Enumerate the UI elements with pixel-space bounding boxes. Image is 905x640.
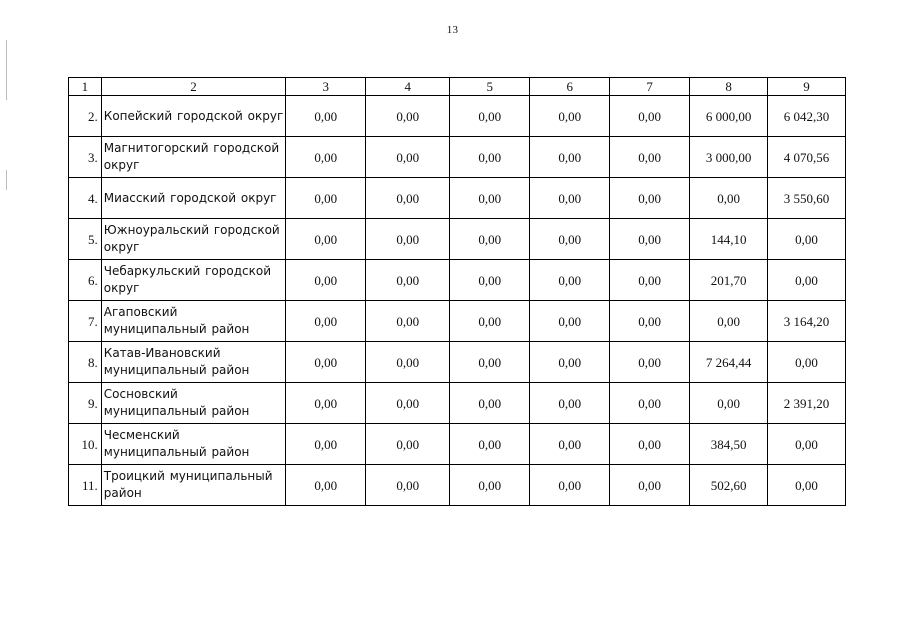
row-number-cell: 8. [69,342,102,383]
scan-margin-mark [6,170,7,190]
value-cell-c8: 3 000,00 [690,137,768,178]
row-number-cell: 5. [69,219,102,260]
table-row [69,301,846,342]
value-cell-c9: 0,00 [768,424,846,465]
value-cell-c9: 2 391,20 [768,383,846,424]
table-row [69,96,846,137]
value-cell-c3: 0,00 [286,342,366,383]
row-number-cell: 4. [69,178,102,219]
value-cell-c6: 0,00 [530,178,610,219]
municipality-name-cell: Магнитогорский городской округ [101,137,286,178]
table-header-row [69,78,846,96]
budget-table [68,77,846,506]
value-cell-c7: 0,00 [610,342,690,383]
municipality-name-cell: Чебаркульский городской округ [101,260,286,301]
table-row [69,342,846,383]
value-cell-c9: 0,00 [768,260,846,301]
value-cell-c5: 0,00 [450,424,530,465]
value-cell-c8: 502,60 [690,465,768,506]
value-cell-c5: 0,00 [450,301,530,342]
column-header: 6 [530,78,610,96]
value-cell-c8: 144,10 [690,219,768,260]
column-header: 4 [366,78,450,96]
column-header: 9 [768,78,846,96]
value-cell-c9: 4 070,56 [768,137,846,178]
table-row [69,137,846,178]
column-header: 1 [69,78,102,96]
value-cell-c4: 0,00 [366,383,450,424]
value-cell-c5: 0,00 [450,178,530,219]
value-cell-c6: 0,00 [530,424,610,465]
value-cell-c7: 0,00 [610,137,690,178]
value-cell-c9: 3 164,20 [768,301,846,342]
value-cell-c8: 0,00 [690,301,768,342]
value-cell-c3: 0,00 [286,424,366,465]
municipality-name-cell: Агаповский муниципальный район [101,301,286,342]
table-row [69,465,846,506]
value-cell-c7: 0,00 [610,383,690,424]
value-cell-c6: 0,00 [530,383,610,424]
row-number-cell: 7. [69,301,102,342]
value-cell-c4: 0,00 [366,260,450,301]
value-cell-c3: 0,00 [286,178,366,219]
municipality-name-cell: Чесменский муниципальный район [101,424,286,465]
value-cell-c4: 0,00 [366,178,450,219]
value-cell-c6: 0,00 [530,219,610,260]
value-cell-c9: 0,00 [768,219,846,260]
value-cell-c4: 0,00 [366,301,450,342]
value-cell-c5: 0,00 [450,383,530,424]
value-cell-c6: 0,00 [530,342,610,383]
table-row [69,260,846,301]
table-row [69,383,846,424]
municipality-name-cell: Троицкий муниципальный район [101,465,286,506]
row-number-cell: 10. [69,424,102,465]
row-number-cell: 11. [69,465,102,506]
row-number-cell: 6. [69,260,102,301]
municipality-name-cell: Копейский городской округ [101,96,286,137]
value-cell-c3: 0,00 [286,301,366,342]
value-cell-c6: 0,00 [530,137,610,178]
table-row [69,424,846,465]
value-cell-c4: 0,00 [366,465,450,506]
value-cell-c6: 0,00 [530,465,610,506]
value-cell-c7: 0,00 [610,178,690,219]
value-cell-c3: 0,00 [286,383,366,424]
value-cell-c8: 7 264,44 [690,342,768,383]
value-cell-c7: 0,00 [610,260,690,301]
table-row [69,219,846,260]
value-cell-c4: 0,00 [366,219,450,260]
value-cell-c7: 0,00 [610,219,690,260]
value-cell-c5: 0,00 [450,342,530,383]
value-cell-c3: 0,00 [286,137,366,178]
value-cell-c8: 0,00 [690,178,768,219]
value-cell-c5: 0,00 [450,465,530,506]
value-cell-c6: 0,00 [530,96,610,137]
value-cell-c6: 0,00 [530,301,610,342]
value-cell-c9: 3 550,60 [768,178,846,219]
value-cell-c8: 6 000,00 [690,96,768,137]
table-row [69,178,846,219]
column-header: 7 [610,78,690,96]
column-header: 2 [101,78,286,96]
value-cell-c5: 0,00 [450,219,530,260]
value-cell-c4: 0,00 [366,96,450,137]
value-cell-c5: 0,00 [450,260,530,301]
value-cell-c3: 0,00 [286,465,366,506]
municipality-name-cell: Катав-Ивановский муниципальный район [101,342,286,383]
column-header: 5 [450,78,530,96]
value-cell-c7: 0,00 [610,96,690,137]
value-cell-c8: 201,70 [690,260,768,301]
page-number: 13 [446,24,459,36]
row-number-cell: 3. [69,137,102,178]
scan-margin-mark [6,40,7,100]
value-cell-c7: 0,00 [610,301,690,342]
value-cell-c8: 0,00 [690,383,768,424]
value-cell-c9: 6 042,30 [768,96,846,137]
value-cell-c8: 384,50 [690,424,768,465]
value-cell-c9: 0,00 [768,342,846,383]
value-cell-c5: 0,00 [450,96,530,137]
value-cell-c5: 0,00 [450,137,530,178]
value-cell-c3: 0,00 [286,96,366,137]
column-header: 8 [690,78,768,96]
value-cell-c9: 0,00 [768,465,846,506]
value-cell-c7: 0,00 [610,465,690,506]
column-header: 3 [286,78,366,96]
municipality-name-cell: Сосновский муниципальный район [101,383,286,424]
value-cell-c3: 0,00 [286,260,366,301]
value-cell-c7: 0,00 [610,424,690,465]
row-number-cell: 9. [69,383,102,424]
municipality-name-cell: Южноуральский городской округ [101,219,286,260]
value-cell-c3: 0,00 [286,219,366,260]
value-cell-c4: 0,00 [366,424,450,465]
municipality-name-cell: Миасский городской округ [101,178,286,219]
value-cell-c4: 0,00 [366,137,450,178]
row-number-cell: 2. [69,96,102,137]
value-cell-c4: 0,00 [366,342,450,383]
value-cell-c6: 0,00 [530,260,610,301]
